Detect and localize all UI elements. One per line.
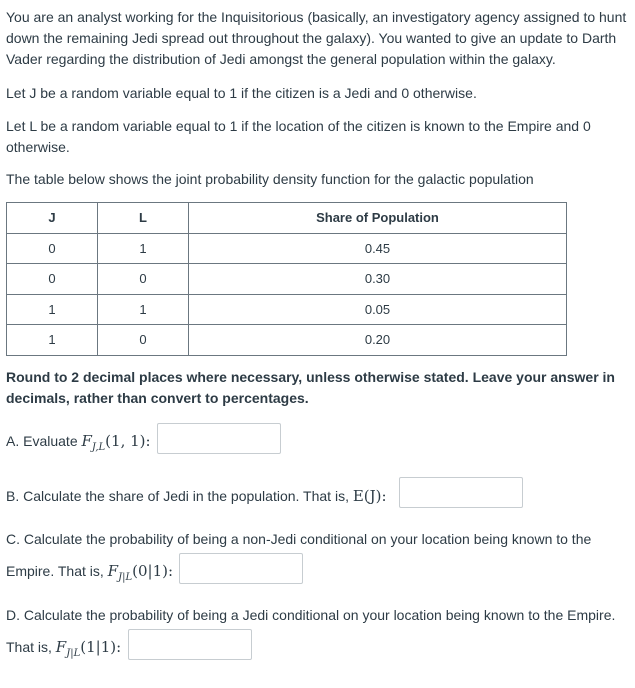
- table-row: [7, 264, 567, 295]
- math-args: (1|1):: [80, 638, 122, 656]
- question-d-text: That is,: [6, 639, 52, 655]
- cell-l: 1: [98, 233, 189, 264]
- question-b-math: E(J):: [352, 487, 387, 505]
- cell-l: 1: [98, 294, 189, 325]
- math-subscript: J|L: [118, 572, 133, 583]
- table-row: [7, 233, 567, 264]
- column-header-j: J: [7, 203, 98, 234]
- answer-b-input[interactable]: [399, 477, 523, 508]
- math-f: F: [107, 562, 119, 580]
- rounding-instructions: Round to 2 decimal places where necessary, unless otherwise stated. Leave your answer in decimals, rather than convert to percentages.: [6, 369, 615, 406]
- joint-probability-table: [6, 202, 567, 356]
- math-args: (1, 1):: [105, 432, 151, 450]
- column-header-l: L: [98, 203, 189, 234]
- table-header-row: [7, 203, 567, 234]
- cell-share: 0.20: [189, 325, 567, 356]
- question-c-text: Empire. That is,: [6, 563, 104, 579]
- question-a-text: A. Evaluate: [6, 433, 78, 449]
- j-definition: Let J be a random variable equal to 1 if the citizen is a Jedi and 0 otherwise.: [6, 85, 477, 101]
- question-c: [6, 561, 173, 588]
- math-f: F: [55, 638, 67, 656]
- answer-c-input[interactable]: [179, 553, 303, 584]
- l-definition: Let L be a random variable equal to 1 if the location of the citizen is known to the Empire and 0 otherwise.: [6, 118, 591, 155]
- answer-a-input[interactable]: [157, 423, 281, 454]
- cell-share: 0.05: [189, 294, 567, 325]
- cell-j: 1: [7, 325, 98, 356]
- table-row: [7, 325, 567, 356]
- cell-l: 0: [98, 264, 189, 295]
- cell-j: 0: [7, 264, 98, 295]
- column-header-share: Share of Population: [189, 203, 567, 234]
- cell-l: 0: [98, 325, 189, 356]
- question-a: [6, 431, 151, 458]
- math-subscript: J|L: [66, 648, 81, 659]
- cell-share: 0.30: [189, 264, 567, 295]
- math-subscript: J,L: [91, 442, 106, 453]
- question-a-math: [81, 432, 151, 453]
- question-b: [6, 486, 387, 507]
- math-f: F: [81, 432, 92, 450]
- question-d: [6, 637, 121, 664]
- question-d-line1: D. Calculate the probability of being a Jedi conditional on your location being known to the Empire.: [6, 607, 616, 623]
- question-b-text: B. Calculate the share of Jedi in the population. That is,: [6, 488, 349, 504]
- question-d-math: [55, 638, 122, 659]
- question-c-line1: C. Calculate the probability of being a non-Jedi conditional on your location being known to the: [6, 531, 592, 547]
- answer-d-input[interactable]: [128, 629, 252, 660]
- math-args: (0|1):: [132, 562, 174, 580]
- cell-share: 0.45: [189, 233, 567, 264]
- intro-paragraph: You are an analyst working for the Inquisitorious (basically, an investigatory agency assigned to hunt down the remaining Jedi spread out throughout the galaxy). You wanted to give an update to Darth Vader regarding the distribution of Jedi amongst the general population within the galaxy.: [6, 9, 627, 67]
- cell-j: 1: [7, 294, 98, 325]
- cell-j: 0: [7, 233, 98, 264]
- question-c-math: [107, 562, 174, 583]
- table-caption: The table below shows the joint probability density function for the galactic population: [6, 171, 534, 187]
- table-row: [7, 294, 567, 325]
